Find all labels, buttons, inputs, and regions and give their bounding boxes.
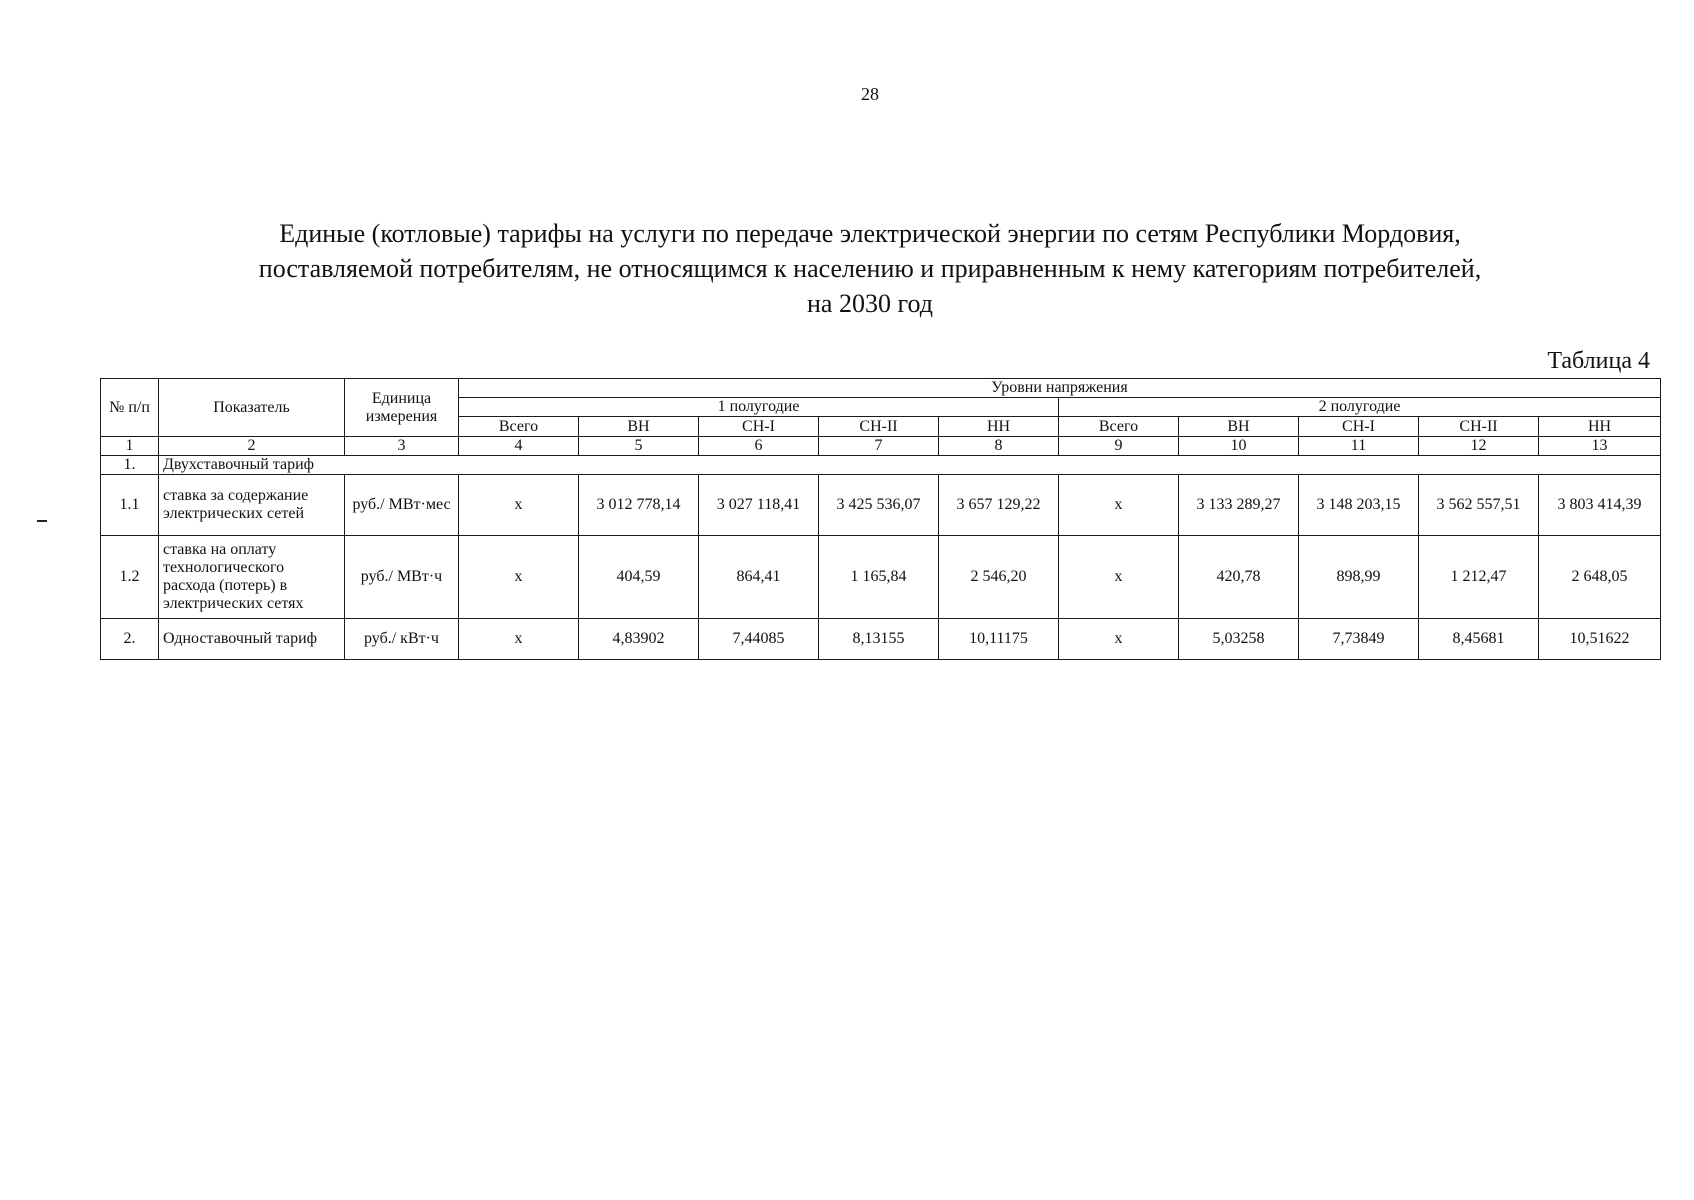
section-row-two-rate: [101, 456, 1661, 475]
scan-mark: [37, 520, 47, 522]
row-num: 1.1: [101, 475, 159, 536]
header-sub: ВН: [579, 417, 699, 437]
column-number: 8: [939, 437, 1059, 456]
header-half-1: 1 полугодие: [459, 398, 1059, 417]
row-value: 3 425 536,07: [819, 475, 939, 536]
table-row: [101, 619, 1661, 660]
header-sub: НН: [1539, 417, 1661, 437]
header-sub: СН-II: [1419, 417, 1539, 437]
row-num: 2.: [101, 619, 159, 660]
row-value: 2 648,05: [1539, 536, 1661, 619]
header-sub: СН-I: [1299, 417, 1419, 437]
row-value: х: [1059, 619, 1179, 660]
row-value: 3 803 414,39: [1539, 475, 1661, 536]
header-num: № п/п: [101, 379, 159, 437]
row-num: 1.2: [101, 536, 159, 619]
row-value: 864,41: [699, 536, 819, 619]
row-value: 2 546,20: [939, 536, 1059, 619]
header-voltage-levels: Уровни напряжения: [459, 379, 1661, 398]
table-label: Таблица 4: [1547, 348, 1650, 374]
row-value: 3 148 203,15: [1299, 475, 1419, 536]
row-value: 8,45681: [1419, 619, 1539, 660]
title-line-3: на 2030 год: [807, 289, 933, 318]
row-value: х: [459, 536, 579, 619]
row-value: 8,13155: [819, 619, 939, 660]
row-indicator: Одноставочный тариф: [159, 619, 345, 660]
row-indicator: ставка на оплату технологического расхода (потерь) в электрических сетях: [159, 536, 345, 619]
column-number: 11: [1299, 437, 1419, 456]
column-number: 3: [345, 437, 459, 456]
row-value: 3 562 557,51: [1419, 475, 1539, 536]
header-unit: Единица измерения: [345, 379, 459, 437]
column-number-row: [101, 437, 1661, 456]
row-value: 5,03258: [1179, 619, 1299, 660]
column-number: 7: [819, 437, 939, 456]
row-value: 7,73849: [1299, 619, 1419, 660]
row-value: 3 657 129,22: [939, 475, 1059, 536]
table-row: [101, 475, 1661, 536]
column-number: 4: [459, 437, 579, 456]
row-indicator: ставка за содержание электрических сетей: [159, 475, 345, 536]
tariff-table: [100, 378, 1661, 660]
row-value: 7,44085: [699, 619, 819, 660]
row-value: 420,78: [1179, 536, 1299, 619]
document-title: [150, 216, 1590, 321]
row-value: х: [459, 619, 579, 660]
header-sub: НН: [939, 417, 1059, 437]
row-value: 10,11175: [939, 619, 1059, 660]
section-label: Двухставочный тариф: [159, 456, 1661, 475]
row-value: 898,99: [1299, 536, 1419, 619]
page-number: 28: [861, 84, 879, 104]
header-sub: СН-I: [699, 417, 819, 437]
header-sub: ВН: [1179, 417, 1299, 437]
row-unit: руб./ МВт·мес: [345, 475, 459, 536]
column-number: 12: [1419, 437, 1539, 456]
header-sub: Всего: [1059, 417, 1179, 437]
table-row: [101, 536, 1661, 619]
row-value: х: [459, 475, 579, 536]
row-value: х: [1059, 475, 1179, 536]
row-value: 10,51622: [1539, 619, 1661, 660]
row-value: 404,59: [579, 536, 699, 619]
row-unit: руб./ кВт·ч: [345, 619, 459, 660]
header-half-2: 2 полугодие: [1059, 398, 1661, 417]
section-num: 1.: [101, 456, 159, 475]
column-number: 5: [579, 437, 699, 456]
row-value: 1 165,84: [819, 536, 939, 619]
header-sub: СН-II: [819, 417, 939, 437]
row-value: 3 012 778,14: [579, 475, 699, 536]
row-value: х: [1059, 536, 1179, 619]
column-number: 1: [101, 437, 159, 456]
title-line-1: Единые (котловые) тарифы на услуги по передаче электрической энергии по сетям Республики Мордовия,: [279, 219, 1461, 248]
column-number: 13: [1539, 437, 1661, 456]
column-number: 10: [1179, 437, 1299, 456]
row-value: 3 133 289,27: [1179, 475, 1299, 536]
column-number: 9: [1059, 437, 1179, 456]
column-number: 6: [699, 437, 819, 456]
row-value: 1 212,47: [1419, 536, 1539, 619]
title-line-2: поставляемой потребителям, не относящимся к населению и приравненным к нему категориям потребителей,: [258, 254, 1482, 283]
column-number: 2: [159, 437, 345, 456]
header-sub: Всего: [459, 417, 579, 437]
row-unit: руб./ МВт·ч: [345, 536, 459, 619]
row-value: 4,83902: [579, 619, 699, 660]
header-row-levels: [101, 379, 1661, 398]
row-value: 3 027 118,41: [699, 475, 819, 536]
header-indicator: Показатель: [159, 379, 345, 437]
